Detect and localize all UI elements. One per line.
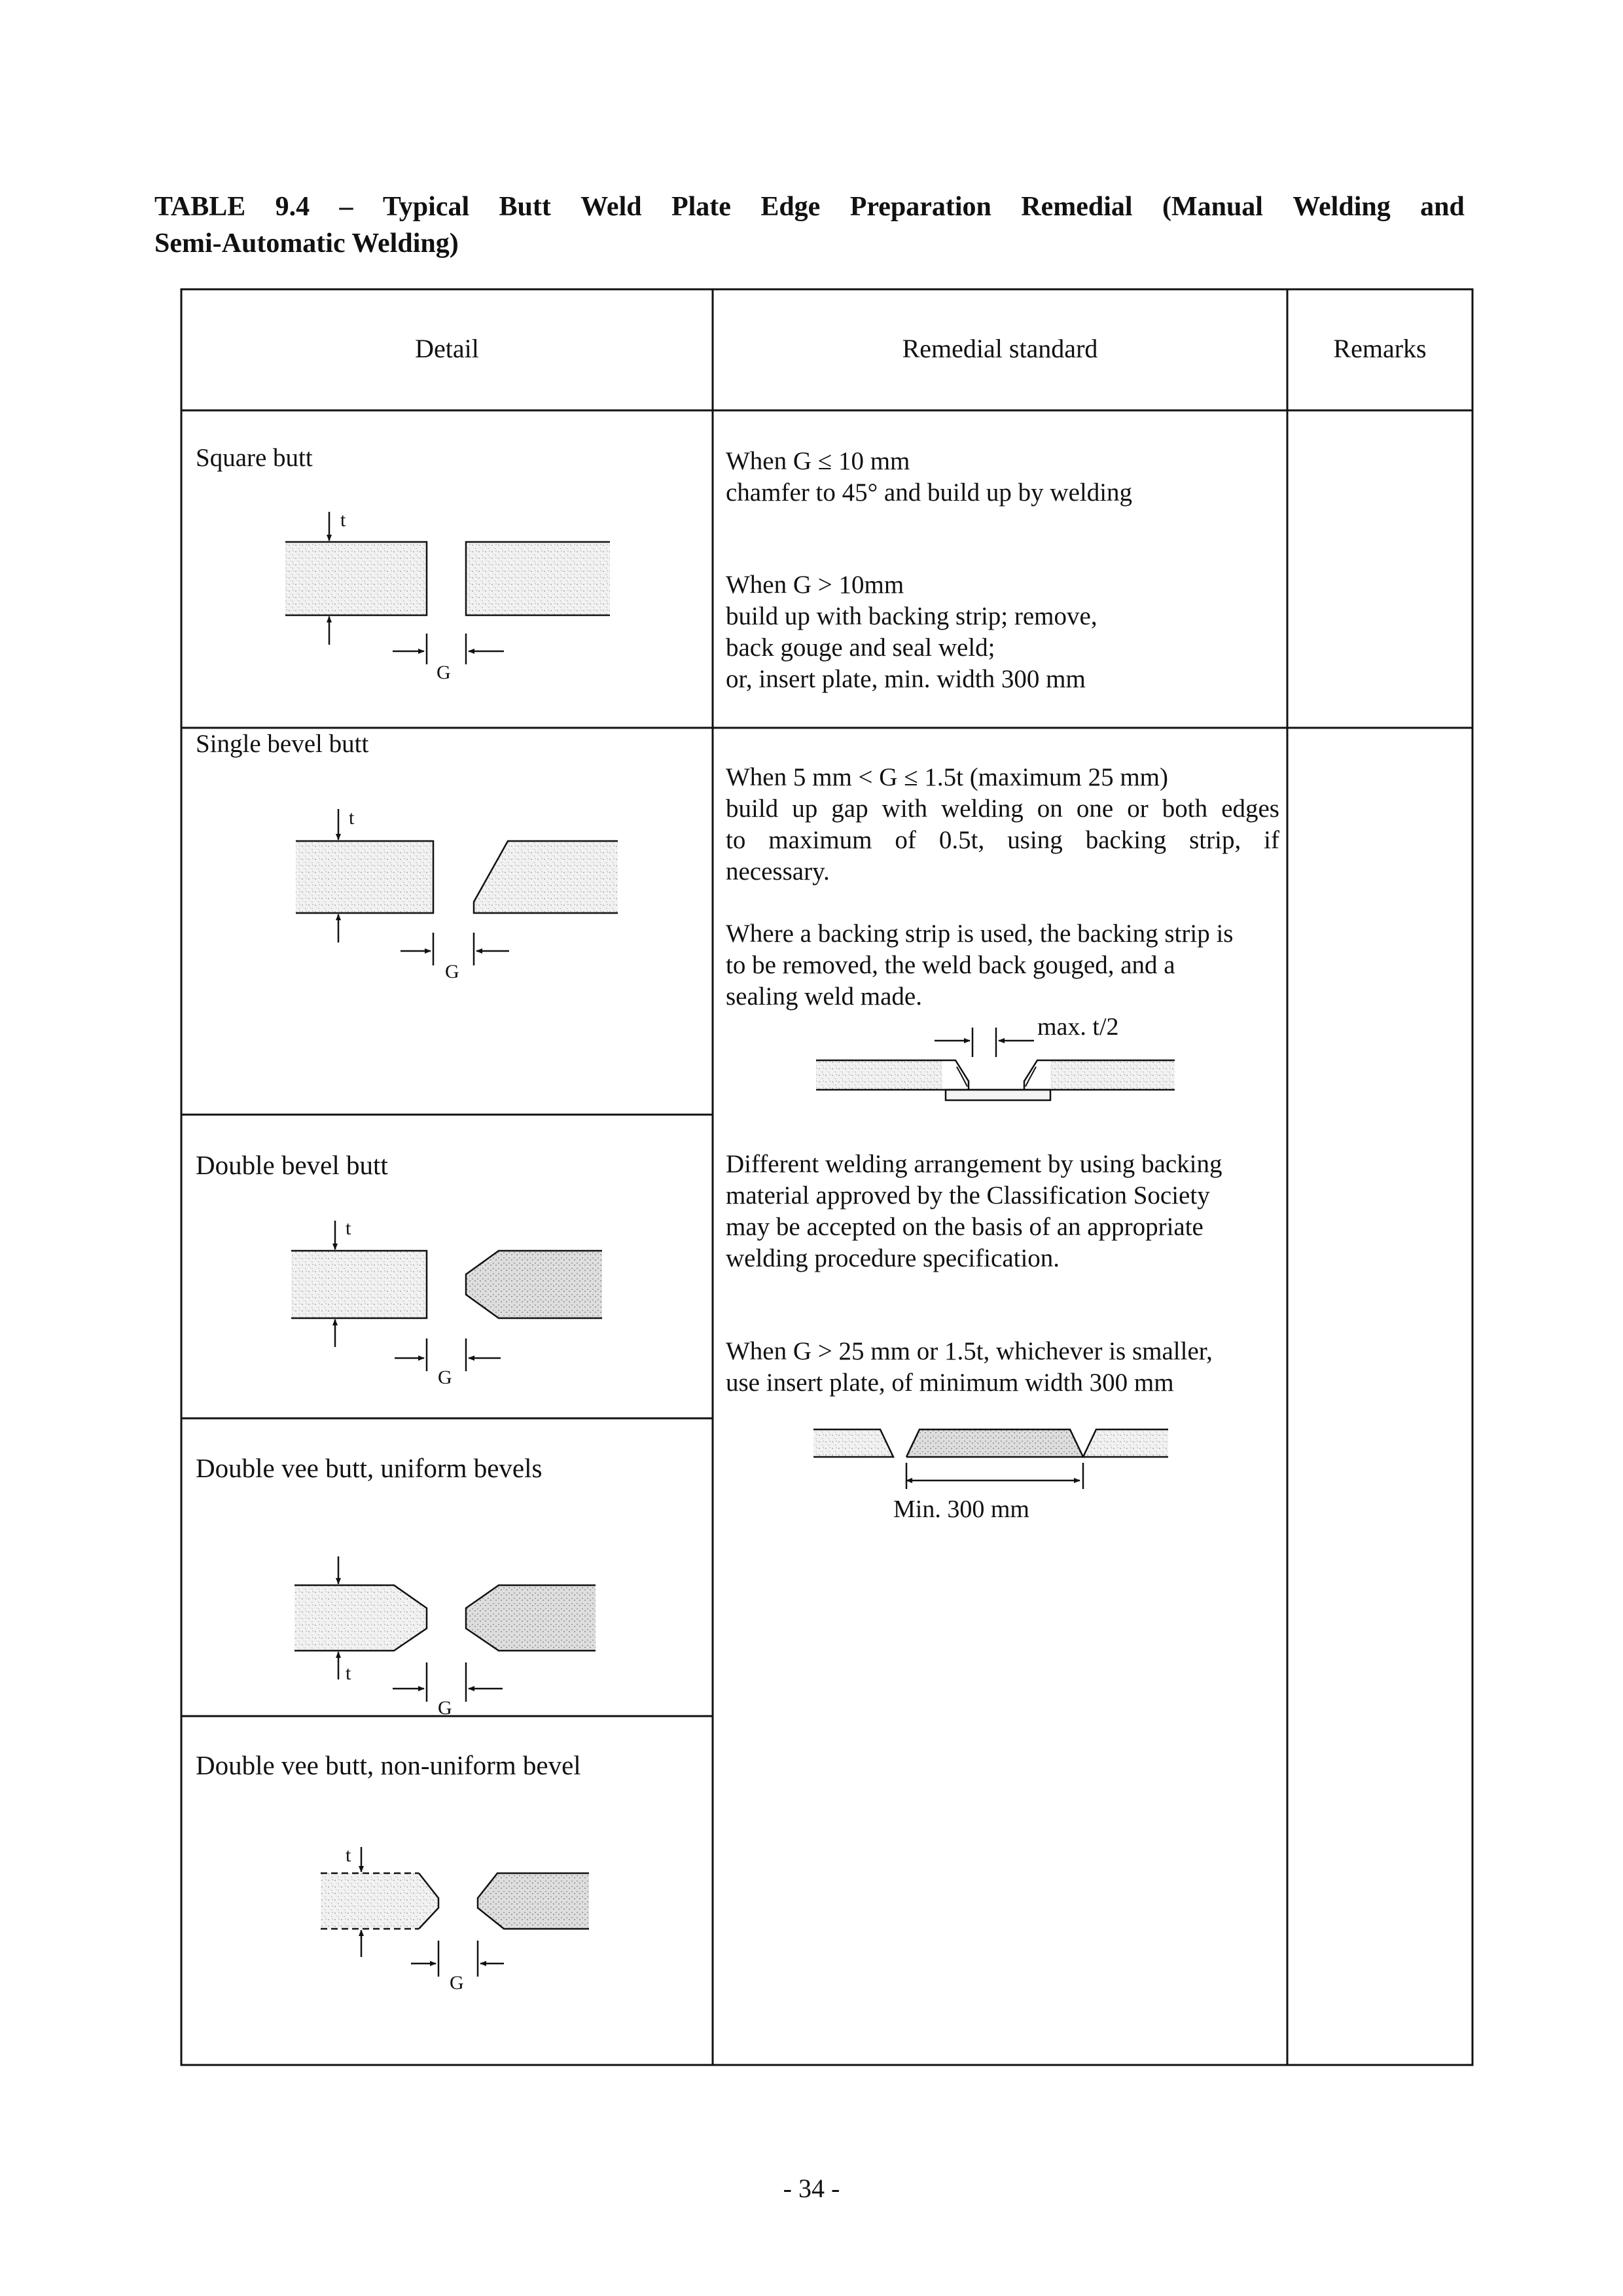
header-remedial-standard: Remedial standard	[902, 334, 1098, 363]
remedial-text: sealing weld made.	[726, 982, 922, 1011]
remedial-text: to be removed, the weld back gouged, and a	[726, 951, 1175, 979]
double-bevel-butt-diagram	[291, 1221, 602, 1371]
remedial-text: Different welding arrangement by using backing	[726, 1150, 1222, 1178]
remedial-text: When G ≤ 10 mm	[726, 447, 910, 475]
backing-strip-diagram	[816, 1028, 1175, 1100]
label-t: t	[340, 509, 346, 531]
double-vee-uniform-diagram	[294, 1556, 596, 1702]
detail-single-bevel-butt: Single bevel butt	[196, 730, 369, 758]
remedial-text: to maximum of 0.5t, using backing strip, if	[726, 826, 1279, 854]
label-g: G	[437, 662, 451, 683]
double-vee-nonuniform-diagram	[321, 1847, 589, 1977]
remedial-text: build up gap with welding on one or both edges	[726, 795, 1279, 823]
remedial-text: When G > 25 mm or 1.5t, whichever is smaller,	[726, 1337, 1213, 1365]
remedial-text: back gouge and seal weld;	[726, 634, 995, 662]
remedial-text: build up with backing strip; remove,	[726, 602, 1097, 630]
remedial-text: welding procedure specification.	[726, 1244, 1060, 1272]
header-remarks: Remarks	[1333, 334, 1427, 363]
remedial-text: chamfer to 45° and build up by welding	[726, 478, 1133, 507]
detail-double-vee-uniform: Double vee butt, uniform bevels	[196, 1453, 543, 1483]
single-bevel-butt-diagram	[296, 809, 618, 965]
detail-double-vee-nonuniform: Double vee butt, non-uniform bevel	[196, 1750, 581, 1780]
remedial-text: necessary.	[726, 857, 830, 886]
remedial-text: or, insert plate, min. width 300 mm	[726, 665, 1086, 693]
label-max-t2: max. t/2	[1037, 1013, 1119, 1041]
table-title-line1: TABLE 9.4 – Typical Butt Weld Plate Edge Preparation Remedial (Manual Welding and	[154, 192, 1465, 222]
header-detail: Detail	[415, 334, 479, 363]
remedial-text: use insert plate, of minimum width 300 mm	[726, 1369, 1174, 1397]
label-g: G	[445, 961, 459, 982]
remedial-text: When G > 10mm	[726, 571, 904, 599]
label-t: t	[349, 807, 355, 829]
label-t: t	[346, 1662, 351, 1684]
label-g: G	[438, 1697, 452, 1719]
label-min-300mm: Min. 300 mm	[893, 1496, 1029, 1523]
label-t: t	[346, 1217, 351, 1239]
insert-plate-diagram	[813, 1429, 1168, 1489]
remedial-text: may be accepted on the basis of an appropriate	[726, 1213, 1204, 1241]
remedial-text: When 5 mm < G ≤ 1.5t (maximum 25 mm)	[726, 763, 1168, 791]
remedial-text: material approved by the Classification Society	[726, 1181, 1210, 1210]
table-title-line2: Semi-Automatic Welding)	[154, 228, 459, 259]
detail-square-butt: Square butt	[196, 444, 313, 472]
label-t: t	[346, 1844, 351, 1866]
page-number: - 34 -	[783, 2174, 840, 2203]
detail-double-bevel-butt: Double bevel butt	[196, 1150, 388, 1180]
label-g: G	[450, 1972, 464, 1994]
square-butt-diagram	[285, 512, 610, 664]
label-g: G	[438, 1367, 452, 1388]
remedial-text: Where a backing strip is used, the backing strip is	[726, 920, 1234, 948]
